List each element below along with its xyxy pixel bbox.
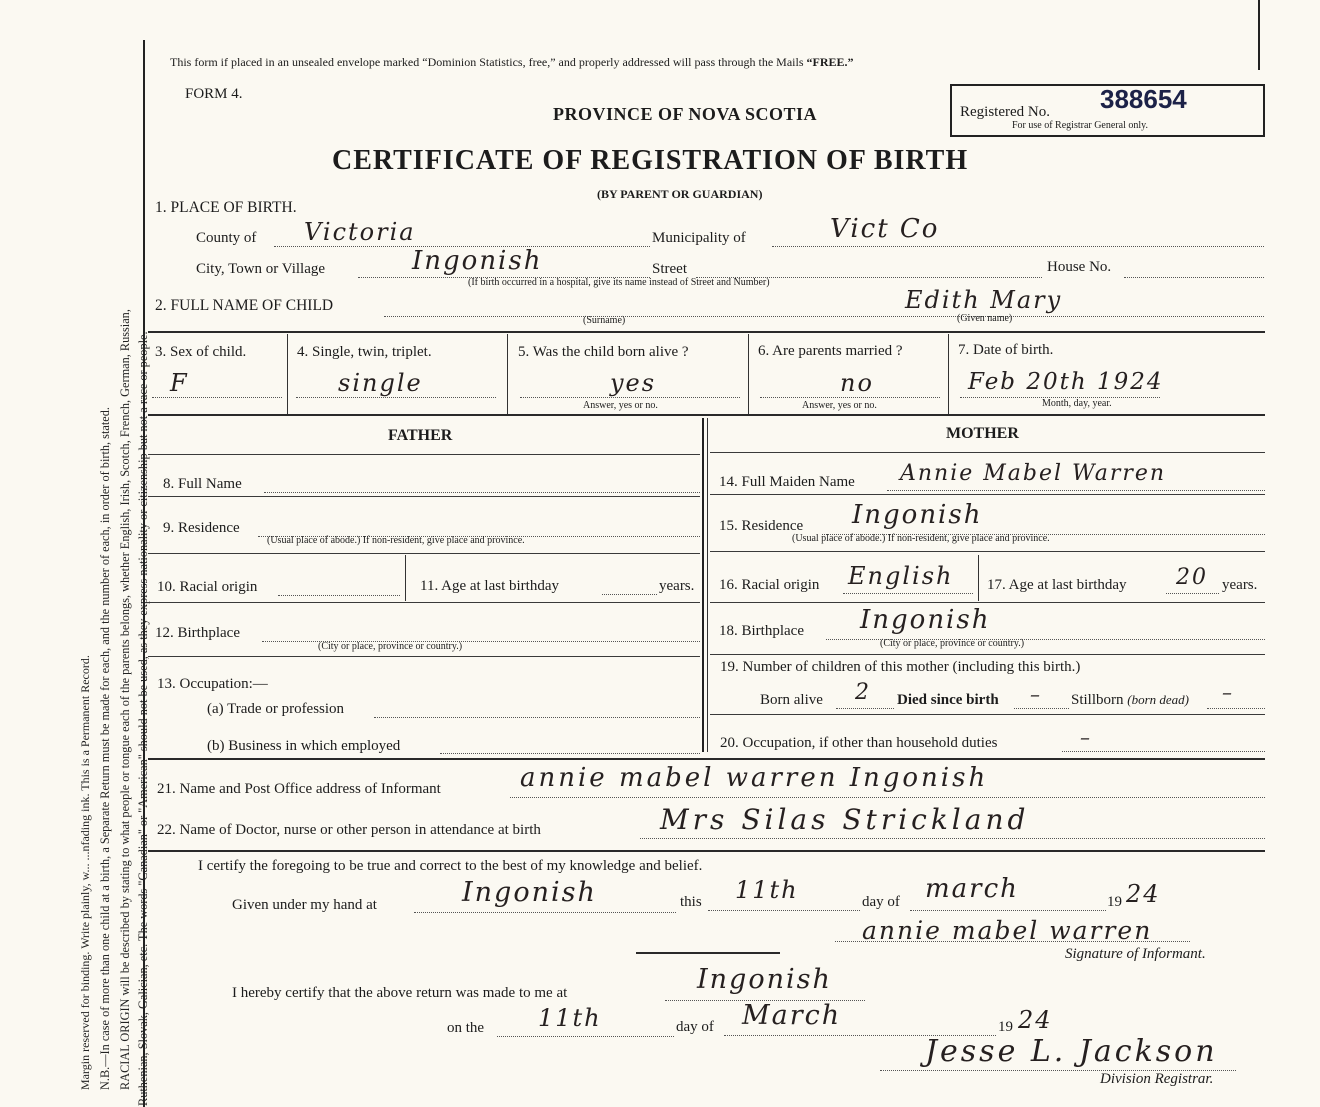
- registrar-day-line: [497, 1036, 674, 1037]
- given-day-line: [708, 910, 860, 911]
- given-place-value: Ingonish: [462, 877, 597, 908]
- surname-note: (Surname): [583, 315, 626, 326]
- father-age-line: [602, 594, 657, 595]
- mail-note-free: “FREE.”: [806, 55, 854, 69]
- registrar-month-value: March: [742, 1000, 842, 1031]
- street-label: Street: [652, 261, 687, 277]
- alive-line: [520, 397, 740, 398]
- mother-name-line: [887, 490, 1265, 491]
- married-line: [760, 397, 940, 398]
- row-line: [148, 454, 700, 455]
- father-birthplace-label: 12. Birthplace: [155, 625, 240, 641]
- married-value: no: [840, 369, 874, 397]
- page-subtitle: (BY PARENT OR GUARDIAN): [597, 187, 763, 201]
- col-divider: [287, 334, 288, 414]
- street-line: [696, 277, 1042, 278]
- col-divider: [948, 334, 949, 414]
- born-alive-line: [836, 708, 894, 709]
- section-divider-2: [148, 414, 1265, 416]
- child-name-value: Edith Mary: [905, 286, 1063, 314]
- row-line: [710, 551, 1265, 552]
- margin-note-racial-origin-cont: Ruthenian, Slovak, Galician, etc. The words "Canadian" or "American" should not be used, as they express nationality or citizenship but not a race or people.: [136, 331, 150, 1106]
- parent-column-divider-inner: [707, 418, 708, 752]
- col-divider: [748, 334, 749, 414]
- mother-residence-label: 15. Residence: [719, 518, 804, 534]
- born-alive-label: Born alive: [760, 692, 823, 708]
- house-number-label: House No.: [1047, 259, 1112, 275]
- section-divider-4: [148, 850, 1265, 852]
- mother-name-value: Annie Mabel Warren: [900, 461, 1167, 486]
- attendant-value: Mrs Silas Strickland: [660, 803, 1030, 836]
- mail-note-text: This form if placed in an unsealed envelope marked “Dominion Statistics, free,” and properly addressed will pass through the Mails: [170, 55, 807, 69]
- given-name-note: (Given name): [957, 313, 1013, 324]
- place-of-birth-heading: 1. PLACE OF BIRTH.: [155, 199, 297, 216]
- father-residence-label: 9. Residence: [163, 520, 240, 536]
- father-residence-note: (Usual place of abode.) If non-resident, give place and province.: [267, 535, 525, 546]
- mother-heading: MOTHER: [946, 425, 1019, 442]
- registered-label: Registered No.: [960, 104, 1050, 120]
- dob-label: 7. Date of birth.: [958, 342, 1054, 358]
- top-right-edge-line: [1258, 0, 1260, 70]
- given-under-label: Given under my hand at: [232, 897, 377, 913]
- plurality-line: [296, 397, 496, 398]
- father-name-label: 8. Full Name: [163, 476, 242, 492]
- col-divider: [978, 555, 979, 601]
- mother-occupation-line: [1062, 751, 1265, 752]
- registrar-place-value: Ingonish: [697, 964, 832, 995]
- mother-racial-origin-label: 16. Racial origin: [719, 577, 820, 593]
- father-business-label: (b) Business in which employed: [207, 738, 401, 754]
- row-line: [710, 714, 1265, 715]
- col-divider: [507, 334, 508, 414]
- given-month-value: march: [925, 874, 1019, 904]
- stillborn-line: [1207, 708, 1265, 709]
- died-line: [1014, 708, 1069, 709]
- attendant-label: 22. Name of Doctor, nurse or other person in attendance at birth: [157, 822, 541, 838]
- county-value: Victoria: [304, 218, 416, 246]
- mother-occupation-value: –: [1080, 725, 1092, 749]
- father-business-line: [440, 753, 700, 754]
- plurality-label: 4. Single, twin, triplet.: [297, 344, 432, 360]
- registrar-title: Division Registrar.: [1100, 1071, 1214, 1087]
- row-line: [710, 602, 1265, 603]
- informant-signature-line: [835, 941, 1190, 942]
- city-value: Ingonish: [412, 246, 543, 276]
- father-trade-label: (a) Trade or profession: [207, 701, 345, 717]
- section-divider-1: [148, 331, 1265, 333]
- col-divider: [405, 555, 406, 601]
- died-value: –: [1030, 682, 1042, 706]
- registrar-statement: I hereby certify that the above return was made to me at: [232, 985, 568, 1001]
- registrar-note: For use of Registrar General only.: [1012, 120, 1148, 131]
- attendant-line: [640, 838, 1265, 839]
- registered-number: 388654: [1100, 84, 1187, 114]
- child-name-line: [384, 316, 1264, 317]
- row-line: [710, 494, 1265, 495]
- mother-birthplace-value: Ingonish: [860, 605, 991, 635]
- registrar-on-the-label: on the: [447, 1020, 485, 1036]
- sex-value: F: [170, 369, 189, 397]
- father-name-line: [264, 492, 700, 493]
- this-label: this: [680, 894, 702, 910]
- mother-age-suffix: years.: [1222, 577, 1258, 593]
- alive-value: yes: [610, 369, 657, 397]
- municipality-value: Vict Co: [830, 214, 940, 244]
- informant-line: [510, 797, 1265, 798]
- row-line: [148, 602, 700, 603]
- registrar-signature: Jesse L. Jackson: [925, 1034, 1218, 1069]
- dob-note: Month, day, year.: [1042, 398, 1112, 409]
- margin-note-binding: Margin reserved for binding. Write plainly, w... ...nfading ink. This is a Permanent Record.: [78, 655, 92, 1090]
- mother-age-value: 20: [1176, 565, 1208, 590]
- row-line: [148, 656, 700, 657]
- father-trade-line: [374, 717, 700, 718]
- province-heading: PROVINCE OF NOVA SCOTIA: [553, 104, 818, 124]
- margin-note-racial-origin: RACIAL ORIGIN will be described by stating to what people or tongue each of the parents belongs, whether English, Irish, Scotch, French, German, Russian,: [118, 309, 132, 1090]
- given-year-suffix: 24: [1126, 880, 1161, 908]
- given-year-prefix: 19: [1107, 894, 1122, 910]
- sex-label: 3. Sex of child.: [155, 344, 247, 360]
- mother-residence-note: (Usual place of abode.) If non-resident, give place and province.: [792, 533, 1050, 544]
- given-day-value: 11th: [735, 876, 799, 904]
- given-month-line: [910, 910, 1106, 911]
- alive-label: 5. Was the child born alive ?: [518, 344, 689, 360]
- short-divider: [636, 952, 780, 954]
- child-name-label: 2. FULL NAME OF CHILD: [155, 297, 334, 314]
- father-heading: FATHER: [388, 427, 453, 444]
- margin-border-line: [143, 40, 145, 1107]
- father-racial-origin-line: [278, 595, 400, 596]
- given-place-line: [414, 912, 676, 913]
- registered-number-box: [950, 84, 1265, 137]
- mother-age-line: [1166, 593, 1219, 594]
- form-number: FORM 4.: [185, 86, 243, 102]
- father-racial-origin-label: 10. Racial origin: [157, 579, 258, 595]
- registrar-day-of-label: day of: [676, 1019, 714, 1035]
- plurality-value: single: [338, 369, 423, 397]
- died-label: Died since birth: [897, 692, 999, 708]
- municipality-line: [772, 246, 1264, 247]
- informant-value: annie mabel warren Ingonish: [520, 763, 989, 793]
- mother-racial-origin-value: English: [848, 562, 954, 590]
- hospital-note: (If birth occurred in a hospital, give its name instead of Street and Number): [468, 277, 770, 288]
- row-line: [710, 654, 1265, 655]
- given-day-of-label: day of: [862, 894, 900, 910]
- sex-line: [152, 397, 282, 398]
- father-age-suffix: years.: [659, 578, 695, 594]
- father-occupation-label: 13. Occupation:—: [157, 676, 268, 692]
- mother-racial-origin-line: [843, 593, 973, 594]
- page-title: CERTIFICATE OF REGISTRATION OF BIRTH: [332, 145, 969, 176]
- mother-age-label: 17. Age at last birthday: [987, 577, 1127, 593]
- registrar-year-suffix: 24: [1018, 1006, 1053, 1034]
- married-label: 6. Are parents married ?: [758, 343, 903, 359]
- father-birthplace-note: (City or place, province or country.): [318, 641, 463, 652]
- dob-value: Feb 20th 1924: [968, 369, 1164, 395]
- stillborn-label: Stillborn: [1071, 692, 1124, 708]
- informant-label: 21. Name and Post Office address of Informant: [157, 781, 441, 797]
- house-number-line: [1124, 277, 1264, 278]
- born-alive-value: 2: [855, 680, 871, 705]
- mother-occupation-label: 20. Occupation, if other than household duties: [720, 735, 998, 751]
- certify-statement: I certify the foregoing to be true and correct to the best of my knowledge and belief.: [198, 858, 703, 874]
- parent-column-divider: [702, 418, 704, 752]
- father-age-label: 11. Age at last birthday: [420, 578, 559, 594]
- row-line: [148, 496, 700, 497]
- city-label: City, Town or Village: [196, 261, 326, 277]
- mother-name-label: 14. Full Maiden Name: [719, 474, 855, 490]
- registrar-year-prefix: 19: [998, 1019, 1013, 1035]
- mail-note: [170, 55, 854, 70]
- stillborn-value: –: [1222, 680, 1234, 704]
- married-note: Answer, yes or no.: [802, 400, 877, 411]
- margin-note-multiple-births: N.B.—In case of more than one child at a birth, a Separate Return must be made for each, and the number of each, in order of birth, stated.: [98, 407, 112, 1090]
- informant-signature: annie mabel warren: [862, 916, 1153, 945]
- municipality-label: Municipality of: [652, 230, 746, 246]
- county-label: County of: [196, 230, 257, 246]
- row-line: [148, 553, 700, 554]
- stillborn-label-group: [1071, 692, 1189, 709]
- mother-children-label: 19. Number of children of this mother (including this birth.): [720, 659, 1081, 675]
- alive-note: Answer, yes or no.: [583, 400, 658, 411]
- section-divider-3: [148, 758, 1265, 760]
- mother-birthplace-label: 18. Birthplace: [719, 623, 804, 639]
- stillborn-note: (born dead): [1127, 692, 1190, 707]
- mother-birthplace-note: (City or place, province or country.): [880, 638, 1025, 649]
- registrar-day-value: 11th: [538, 1004, 602, 1032]
- mother-residence-value: Ingonish: [852, 500, 983, 530]
- row-line: [710, 452, 1265, 453]
- informant-signature-label: Signature of Informant.: [1065, 946, 1206, 962]
